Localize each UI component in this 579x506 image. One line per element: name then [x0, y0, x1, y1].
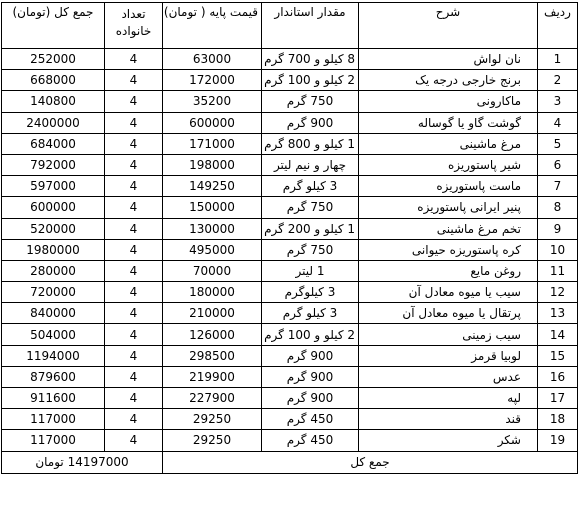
row-family-size: 4 — [105, 260, 163, 281]
row-description: برنج خارجی درجه یک — [359, 70, 538, 91]
table-row — [2, 49, 578, 70]
table-row — [2, 176, 578, 197]
row-family-size: 4 — [105, 49, 163, 70]
row-total: 668000 — [2, 70, 105, 91]
table-row — [2, 70, 578, 91]
row-family-size: 4 — [105, 70, 163, 91]
row-index: 11 — [538, 260, 578, 281]
row-unit-price: 29250 — [163, 430, 262, 451]
row-unit-price: 600000 — [163, 112, 262, 133]
row-amount: 2 کیلو و 100 گرم — [262, 70, 359, 91]
row-family-size: 4 — [105, 133, 163, 154]
header-description: شرح — [359, 3, 538, 49]
row-unit-price: 149250 — [163, 176, 262, 197]
header-family-size: تعداد خانواده — [105, 3, 163, 49]
table-row — [2, 154, 578, 175]
row-description: مرغ ماشینی — [359, 133, 538, 154]
row-amount: 1 لیتر — [262, 260, 359, 281]
row-total: 280000 — [2, 260, 105, 281]
row-amount: 900 گرم — [262, 112, 359, 133]
row-family-size: 4 — [105, 154, 163, 175]
row-description: کره پاستوریزه حیوانی — [359, 239, 538, 260]
row-unit-price: 227900 — [163, 388, 262, 409]
row-family-size: 4 — [105, 366, 163, 387]
row-index: 15 — [538, 345, 578, 366]
row-unit-price: 126000 — [163, 324, 262, 345]
row-total: 600000 — [2, 197, 105, 218]
row-description: نان لواش — [359, 49, 538, 70]
row-unit-price: 219900 — [163, 366, 262, 387]
row-unit-price: 198000 — [163, 154, 262, 175]
table-row — [2, 112, 578, 133]
row-total: 720000 — [2, 282, 105, 303]
table-row — [2, 218, 578, 239]
row-description: ماکارونی — [359, 91, 538, 112]
header-row — [2, 3, 578, 49]
row-index: 19 — [538, 430, 578, 451]
row-family-size: 4 — [105, 197, 163, 218]
row-unit-price: 172000 — [163, 70, 262, 91]
row-description: پرتقال یا میوه معادل آن — [359, 303, 538, 324]
row-total: 117000 — [2, 409, 105, 430]
row-unit-price: 495000 — [163, 239, 262, 260]
grand-total-label: جمع کل — [163, 451, 578, 473]
row-index: 8 — [538, 197, 578, 218]
row-amount: 900 گرم — [262, 366, 359, 387]
row-index: 4 — [538, 112, 578, 133]
row-family-size: 4 — [105, 409, 163, 430]
row-total: 117000 — [2, 430, 105, 451]
table-row — [2, 260, 578, 281]
row-amount: 900 گرم — [262, 388, 359, 409]
table-row — [2, 366, 578, 387]
row-amount: 900 گرم — [262, 345, 359, 366]
row-amount: 1 کیلو و 200 گرم — [262, 218, 359, 239]
row-description: لوبیا قرمز — [359, 345, 538, 366]
table-row — [2, 239, 578, 260]
row-amount: 750 گرم — [262, 197, 359, 218]
table-row — [2, 388, 578, 409]
row-index: 17 — [538, 388, 578, 409]
row-family-size: 4 — [105, 282, 163, 303]
row-family-size: 4 — [105, 91, 163, 112]
row-description: روغن مایع — [359, 260, 538, 281]
row-index: 9 — [538, 218, 578, 239]
row-description: قند — [359, 409, 538, 430]
row-index: 12 — [538, 282, 578, 303]
row-index: 7 — [538, 176, 578, 197]
row-description: عدس — [359, 366, 538, 387]
header-unit-price: قیمت پایه ( تومان) — [163, 3, 262, 49]
row-description: پنیر ایرانی پاستوریزه — [359, 197, 538, 218]
row-family-size: 4 — [105, 176, 163, 197]
row-index: 5 — [538, 133, 578, 154]
row-amount: 750 گرم — [262, 239, 359, 260]
row-total: 684000 — [2, 133, 105, 154]
row-index: 1 — [538, 49, 578, 70]
header-total: جمع کل (تومان) — [2, 3, 105, 49]
row-family-size: 4 — [105, 112, 163, 133]
row-unit-price: 70000 — [163, 260, 262, 281]
row-unit-price: 150000 — [163, 197, 262, 218]
table-row — [2, 282, 578, 303]
row-total: 140800 — [2, 91, 105, 112]
row-description: تخم مرغ ماشینی — [359, 218, 538, 239]
table-row — [2, 409, 578, 430]
row-amount: 1 کیلو و 800 گرم — [262, 133, 359, 154]
row-index: 18 — [538, 409, 578, 430]
row-index: 3 — [538, 91, 578, 112]
row-index: 6 — [538, 154, 578, 175]
grand-total-row — [2, 451, 578, 473]
row-family-size: 4 — [105, 303, 163, 324]
row-description: لپه — [359, 388, 538, 409]
row-unit-price: 171000 — [163, 133, 262, 154]
row-amount: 450 گرم — [262, 430, 359, 451]
grocery-cost-table — [1, 2, 578, 474]
table-row — [2, 133, 578, 154]
table-row — [2, 430, 578, 451]
table-row — [2, 324, 578, 345]
row-index: 10 — [538, 239, 578, 260]
row-amount: 3 کیلوگرم — [262, 282, 359, 303]
row-amount: 3 کیلو گرم — [262, 176, 359, 197]
row-index: 13 — [538, 303, 578, 324]
table-row — [2, 345, 578, 366]
row-index: 14 — [538, 324, 578, 345]
row-amount: 2 کیلو و 100 گرم — [262, 324, 359, 345]
row-description: سیب زمینی — [359, 324, 538, 345]
row-description: گوشت گاو یا گوساله — [359, 112, 538, 133]
row-total: 1194000 — [2, 345, 105, 366]
row-unit-price: 63000 — [163, 49, 262, 70]
table-row — [2, 303, 578, 324]
row-family-size: 4 — [105, 345, 163, 366]
row-amount: 8 کیلو و 700 گرم — [262, 49, 359, 70]
table-body — [2, 49, 578, 452]
row-index: 16 — [538, 366, 578, 387]
row-total: 879600 — [2, 366, 105, 387]
row-total: 504000 — [2, 324, 105, 345]
row-total: 2400000 — [2, 112, 105, 133]
row-total: 840000 — [2, 303, 105, 324]
row-total: 252000 — [2, 49, 105, 70]
row-total: 1980000 — [2, 239, 105, 260]
row-total: 792000 — [2, 154, 105, 175]
row-description: شیر پاستوریزه — [359, 154, 538, 175]
row-unit-price: 35200 — [163, 91, 262, 112]
header-amount: مقدار استاندار — [262, 3, 359, 49]
row-description: ماست پاستوریزه — [359, 176, 538, 197]
row-family-size: 4 — [105, 388, 163, 409]
row-total: 911600 — [2, 388, 105, 409]
row-description: سیب یا میوه معادل آن — [359, 282, 538, 303]
header-index: ردیف — [538, 3, 578, 49]
row-amount: 450 گرم — [262, 409, 359, 430]
row-unit-price: 298500 — [163, 345, 262, 366]
row-total: 597000 — [2, 176, 105, 197]
row-amount: 3 کیلو گرم — [262, 303, 359, 324]
row-family-size: 4 — [105, 218, 163, 239]
row-amount: چهار و نیم لیتر — [262, 154, 359, 175]
row-unit-price: 180000 — [163, 282, 262, 303]
row-unit-price: 130000 — [163, 218, 262, 239]
row-family-size: 4 — [105, 324, 163, 345]
table-row — [2, 197, 578, 218]
table-row — [2, 91, 578, 112]
grand-total-value: 14197000 تومان — [2, 451, 163, 473]
row-unit-price: 210000 — [163, 303, 262, 324]
row-family-size: 4 — [105, 239, 163, 260]
row-description: شکر — [359, 430, 538, 451]
row-unit-price: 29250 — [163, 409, 262, 430]
row-family-size: 4 — [105, 430, 163, 451]
row-index: 2 — [538, 70, 578, 91]
row-total: 520000 — [2, 218, 105, 239]
row-amount: 750 گرم — [262, 91, 359, 112]
